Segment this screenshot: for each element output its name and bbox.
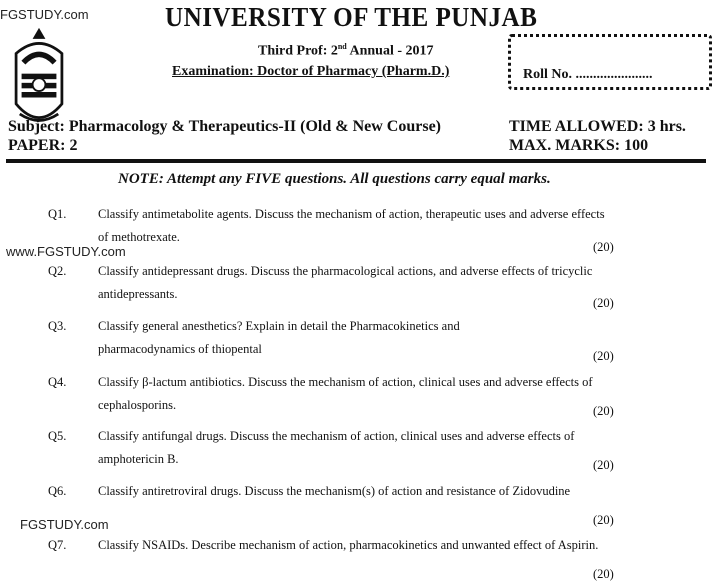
max-marks: MAX. MARKS: 100 xyxy=(509,137,649,154)
question-marks: (20) xyxy=(593,458,614,472)
exam-name: Examination: Doctor of Pharmacy (Pharm.D.) xyxy=(172,64,450,79)
paper-number: PAPER: 2 xyxy=(8,137,78,154)
question-text: Classify general anesthetics? Explain in detail the Pharmacokinetics and pharmacodynamics of thiopental xyxy=(98,319,460,356)
prof-sup: nd xyxy=(337,42,347,51)
question-number: Q5. xyxy=(48,429,67,443)
roll-number-box xyxy=(508,34,712,90)
divider xyxy=(6,159,706,163)
question-marks: (20) xyxy=(593,513,614,527)
question-number: Q1. xyxy=(48,207,67,221)
question-marks: (20) xyxy=(593,404,614,418)
prof-post: Annual - 2017 xyxy=(346,43,434,59)
question-marks: (20) xyxy=(593,296,614,310)
question-text: Classify antidepressant drugs. Discuss the pharmacological actions, and adverse effects of tricyclic antidepressants. xyxy=(98,264,593,301)
question-marks: (20) xyxy=(593,240,614,254)
watermark: FGSTUDY.com xyxy=(20,517,109,532)
subject: Subject: Pharmacology & Therapeutics-II (Old & New Course) xyxy=(8,118,441,135)
question-text: Classify β-lactum antibiotics. Discuss the mechanism of action, clinical uses and adverse effects of cephalosporins. xyxy=(98,375,593,412)
question-text: Classify NSAIDs. Describe mechanism of action, pharmacokinetics and unwanted effect of Aspirin. xyxy=(98,538,599,552)
question-number: Q6. xyxy=(48,484,67,498)
time-allowed: TIME ALLOWED: 3 hrs. xyxy=(509,118,686,135)
question-marks: (20) xyxy=(593,349,614,363)
question-text: Classify antifungal drugs. Discuss the mechanism of action, clinical uses and adverse effects of amphotericin B. xyxy=(98,429,575,466)
prof-pre: Third Prof: 2 xyxy=(258,43,338,59)
exam-session xyxy=(258,42,434,60)
question-text: Classify antiretroviral drugs. Discuss the mechanism(s) of action and resistance of Zidovudine xyxy=(98,484,571,498)
question-number: Q4. xyxy=(48,375,67,389)
question-marks: (20) xyxy=(593,567,614,581)
watermark: www.FGSTUDY.com xyxy=(6,244,126,259)
question-number: Q7. xyxy=(48,538,67,552)
question-text: Classify antimetabolite agents. Discuss the mechanism of action, therapeutic uses and adverse effects of methotrexate. xyxy=(98,207,605,244)
question-number: Q3. xyxy=(48,319,67,333)
university-title: UNIVERSITY OF THE PUNJAB xyxy=(165,2,538,32)
watermark: FGSTUDY.com xyxy=(0,7,89,22)
question-number: Q2. xyxy=(48,264,67,278)
instructions-note: NOTE: Attempt any FIVE questions. All questions carry equal marks. xyxy=(118,171,551,187)
roll-number-label: Roll No. ...................... xyxy=(523,67,653,82)
